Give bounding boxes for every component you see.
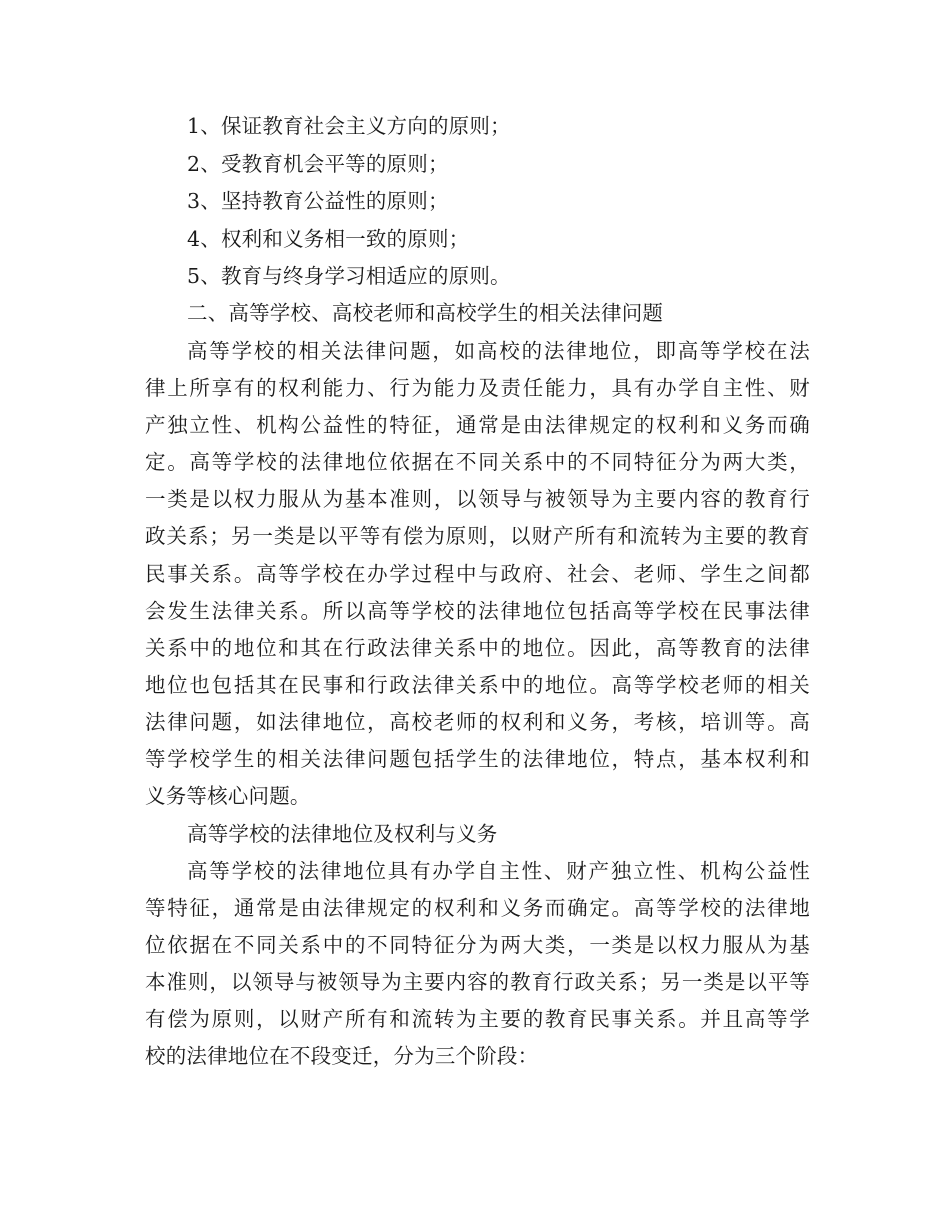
- paragraph-line: 有偿为原则，以财产所有和流转为主要的教育民事关系。并且高等学: [145, 1007, 810, 1031]
- paragraph-line: 高等学校的相关法律问题，如高校的法律地位，即高等学校在法: [187, 339, 810, 363]
- paragraph-line: 民事关系。高等学校在办学过程中与政府、社会、老师、学生之间都: [145, 562, 810, 586]
- paragraph-line: 律上所享有的权利能力、行为能力及责任能力，具有办学自主性、财: [145, 376, 810, 400]
- subheading: 高等学校的法律地位及权利与义务: [187, 822, 498, 846]
- list-item: 1、保证教育社会主义方向的原则；: [187, 114, 511, 138]
- paragraph-line: 等学校学生的相关法律问题包括学生的法律地位，特点，基本权利和: [145, 747, 810, 771]
- list-item: 2、受教育机会平等的原则；: [187, 152, 449, 176]
- paragraph-line: 会发生法律关系。所以高等学校的法律地位包括高等学校在民事法律: [145, 599, 810, 623]
- paragraph-line: 义务等核心问题。: [145, 784, 311, 808]
- paragraph-line: 政关系；另一类是以平等有偿为原则，以财产所有和流转为主要的教育: [145, 524, 810, 548]
- paragraph-line: 位依据在不同关系中的不同特征分为两大类，一类是以权力服从为基: [145, 933, 810, 957]
- paragraph-line: 关系中的地位和其在行政法律关系中的地位。因此，高等教育的法律: [145, 636, 810, 660]
- list-item: 4、权利和义务相一致的原则；: [187, 227, 470, 251]
- list-item: 3、坚持教育公益性的原则；: [187, 189, 449, 213]
- paragraph-line: 高等学校的法律地位具有办学自主性、财产独立性、机构公益性: [187, 859, 810, 883]
- paragraph-line: 产独立性、机构公益性的特征，通常是由法律规定的权利和义务而确: [145, 413, 810, 437]
- paragraph-line: 法律问题，如法律地位，高校老师的权利和义务，考核，培训等。高: [145, 710, 810, 734]
- paragraph-line: 一类是以权力服从为基本准则，以领导与被领导为主要内容的教育行: [145, 487, 810, 511]
- paragraph-line: 定。高等学校的法律地位依据在不同关系中的不同特征分为两大类，: [145, 450, 810, 474]
- paragraph-line: 本准则，以领导与被领导为主要内容的教育行政关系；另一类是以平等: [145, 970, 810, 994]
- section-heading: 二、高等学校、高校老师和高校学生的相关法律问题: [187, 301, 664, 325]
- paragraph-line: 等特征，通常是由法律规定的权利和义务而确定。高等学校的法律地: [145, 896, 810, 920]
- list-item: 5、教育与终身学习相适应的原则。: [187, 264, 511, 288]
- paragraph-line: 校的法律地位在不段变迁，分为三个阶段：: [145, 1044, 539, 1068]
- paragraph-line: 地位也包括其在民事和行政法律关系中的地位。高等学校老师的相关: [145, 673, 810, 697]
